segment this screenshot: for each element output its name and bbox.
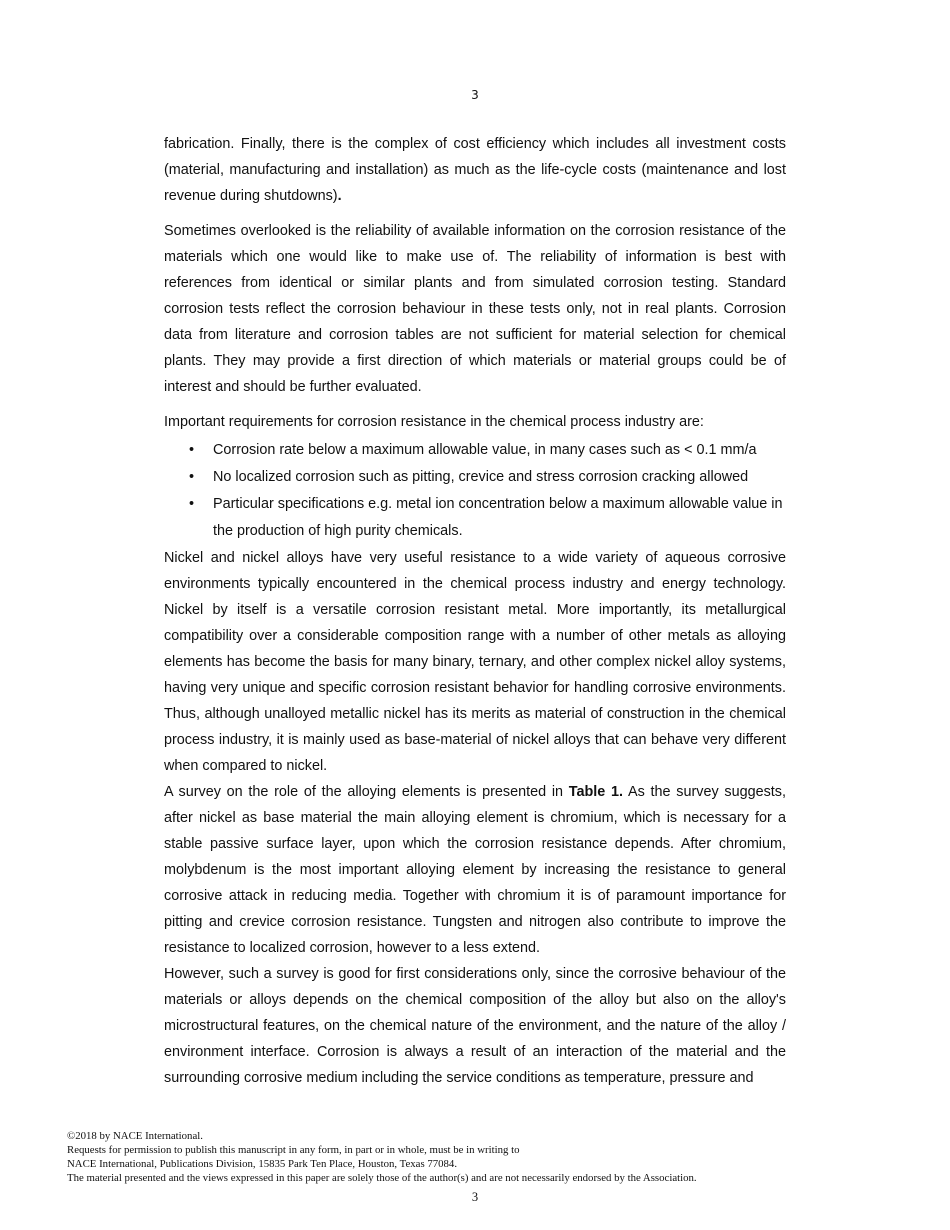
bullet-icon: • (189, 469, 195, 485)
page-number-bottom: 3 (471, 1190, 479, 1204)
paragraph-cost-efficiency (164, 131, 786, 209)
paragraph-cost-efficiency-text: fabrication. Finally, there is the complex of cost efficiency which includes all investment costs (material, manufacturing and installation) as much as the life-cycle costs (maintenance and lost revenue during shutdowns) (164, 136, 786, 204)
page-number-top: 3 (471, 88, 479, 102)
footer-copyright: ©2018 by NACE International. (67, 1130, 203, 1142)
requirements-list (164, 437, 786, 545)
table-reference: Table 1. (568, 784, 624, 800)
paragraph-survey-limitations: However, such a survey is good for first considerations only, since the corrosive behaviour of the materials or alloys depends on the chemical composition of the alloy but also on the alloy's microstructural features, on the chemical nature of the environment, and the nature of the alloy / environment interface. Corrosion is always a result of an interaction of the material and the surrounding corrosive medium including the service conditions as temperature, pressure and (164, 966, 786, 1086)
paragraph-alloying-survey-rest: As the survey suggests, after nickel as base material the main alloying element is chromium, which is necessary for a stable passive surface layer, upon which the corrosion resistance depends. After chromium, molybdenum is the most important alloying element by increasing the resistance to general corrosive attack in reducing media. Together with chromium it is of paramount importance for pitting and crevice corrosion resistance. Tungsten and nitrogen also contribute to improve the resistance to localized corrosion, however to a less extend. (164, 784, 786, 956)
bullet-icon: • (189, 496, 195, 512)
paragraph-alloying-survey (164, 779, 786, 961)
list-item-text: Corrosion rate below a maximum allowable value, in many cases such as < 0.1 mm/a (213, 442, 757, 458)
footer (67, 1129, 887, 1185)
body-text (164, 131, 786, 1091)
paragraph-reliability: Sometimes overlooked is the reliability of available information on the corrosion resistance of the materials which one would like to make use of. The reliability of information is best with references from identical or similar plants and from simulated corrosion testing. Standard corrosion tests reflect the corrosion behaviour in these tests only, not in real plants. Corrosion data from literature and corrosion tables are not sufficient for material selection for chemical plants. They may provide a first direction of which materials or material groups could be of interest and should be further evaluated. (164, 223, 786, 395)
footer-address: NACE International, Publications Division, 15835 Park Ten Place, Houston, Texas 77084. (67, 1158, 458, 1170)
list-item-text: No localized corrosion such as pitting, crevice and stress corrosion cracking allowed (213, 469, 749, 485)
list-item-text: Particular specifications e.g. metal ion concentration below a maximum allowable value in the production of high purity chemicals. (213, 496, 783, 539)
paragraph-cost-efficiency-period: . (337, 188, 342, 204)
footer-disclaimer: The material presented and the views expressed in this paper are solely those of the author(s) and are not necessarily endorsed by the Association. (67, 1172, 697, 1184)
list-item (164, 491, 786, 545)
list-item (164, 464, 786, 491)
footer-permission: Requests for permission to publish this manuscript in any form, in part or in whole, must be in writing to (67, 1144, 520, 1156)
list-item (164, 437, 786, 464)
bullet-icon: • (189, 442, 195, 458)
paragraph-nickel-alloys: Nickel and nickel alloys have very useful resistance to a wide variety of aqueous corrosive environments typically encountered in the chemical process industry and energy technology. Nickel by itself is a versatile corrosion resistant metal. More importantly, its metallurgical compatibility over a considerable composition range with a number of other metals as alloying elements has become the basis for many binary, ternary, and other complex nickel alloy systems, having very unique and specific corrosion resistant behavior for handling corrosive environments. Thus, although unalloyed metallic nickel has its merits as material of construction in the chemical process industry, it is mainly used as base-material of nickel alloys that can behave very different when compared to nickel. (164, 550, 786, 774)
paragraph-requirements-intro: Important requirements for corrosion resistance in the chemical process industry are: (164, 414, 704, 430)
paragraph-alloying-survey-start: A survey on the role of the alloying elements is presented in (164, 784, 569, 800)
